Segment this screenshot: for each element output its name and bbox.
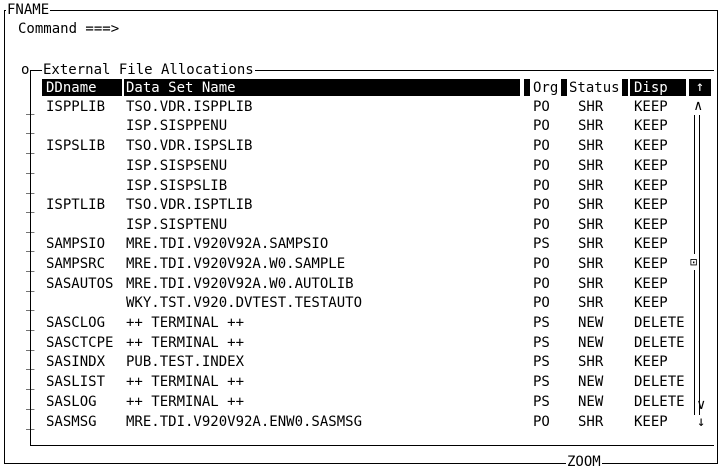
status: SHR (578, 197, 604, 213)
disp: DELETE (634, 394, 685, 410)
col-header-disp[interactable]: Disp (634, 80, 668, 96)
row-select[interactable]: _ (26, 276, 35, 292)
disp: KEEP (634, 354, 668, 370)
org: PO (533, 197, 550, 213)
org: PS (533, 315, 550, 331)
table-row[interactable] (0, 314, 700, 333)
disp: DELETE (634, 335, 685, 351)
dataset-name: MRE.TDI.V920V92A.ENW0.SASMSG (126, 414, 363, 430)
row-select[interactable]: _ (26, 295, 35, 311)
dataset-name: ISP.SISPPENU (126, 118, 228, 134)
disp: KEEP (634, 118, 668, 134)
dataset-name: ++ TERMINAL ++ (126, 335, 245, 351)
ddname: SASCTCPE (46, 335, 114, 351)
org: PO (533, 118, 550, 134)
status: SHR (578, 118, 604, 134)
dataset-name: MRE.TDI.V920V92A.W0.SAMPLE (126, 256, 346, 272)
status: SHR (578, 354, 604, 370)
org: PS (533, 374, 550, 390)
row-select[interactable]: _ (26, 217, 35, 233)
disp: KEEP (634, 217, 668, 233)
status: SHR (578, 256, 604, 272)
row-select[interactable]: _ (26, 335, 35, 351)
ddname: SASLIST (46, 374, 106, 390)
disp: KEEP (634, 197, 668, 213)
disp: KEEP (634, 99, 668, 115)
dataset-name: MRE.TDI.V920V92A.SAMPSIO (126, 236, 329, 252)
table-row[interactable] (0, 157, 700, 176)
ddname: SAMPSIO (46, 236, 106, 252)
table-row[interactable] (0, 334, 700, 353)
status: SHR (578, 236, 604, 252)
status: SHR (578, 158, 604, 174)
col-header-dsn[interactable]: Data Set Name (126, 80, 236, 96)
disp: KEEP (634, 178, 668, 194)
org: PO (533, 276, 550, 292)
table-row[interactable] (0, 373, 700, 392)
dataset-name: MRE.TDI.V920V92A.W0.AUTOLIB (126, 276, 354, 292)
ddname: SAMPSRC (46, 256, 106, 272)
scroll-thumb-icon[interactable]: ⊡ (690, 255, 698, 269)
row-select[interactable]: _ (26, 354, 35, 370)
row-select[interactable]: _ (26, 236, 35, 252)
row-select[interactable]: _ (26, 178, 35, 194)
row-select[interactable]: _ (26, 315, 35, 331)
disp: KEEP (634, 236, 668, 252)
header-divider (561, 79, 567, 96)
header-divider (122, 79, 124, 96)
dataset-name: PUB.TEST.INDEX (126, 354, 245, 370)
table-row[interactable] (0, 353, 700, 372)
column-header-bar (42, 79, 520, 96)
table-row[interactable] (0, 413, 700, 432)
ddname: ISPTLIB (46, 197, 106, 213)
status: NEW (578, 374, 604, 390)
table-row[interactable] (0, 294, 700, 313)
disp: KEEP (634, 414, 668, 430)
zoom-indicator: ZOOM (567, 454, 601, 470)
dataset-name: ++ TERMINAL ++ (126, 315, 245, 331)
status: NEW (578, 335, 604, 351)
col-header-org[interactable]: Org (533, 80, 559, 96)
org: PO (533, 158, 550, 174)
scroll-up-icon[interactable]: ∧ (694, 98, 703, 114)
status: SHR (578, 217, 604, 233)
status: SHR (578, 295, 604, 311)
org: PS (533, 335, 550, 351)
row-select[interactable]: _ (26, 256, 35, 272)
ddname: SASMSG (46, 414, 97, 430)
table-row[interactable] (0, 98, 703, 117)
dataset-name: WKY.TST.V920.DVTEST.TESTAUTO (126, 295, 363, 311)
command-label: Command ===> (18, 21, 120, 37)
org: PS (533, 236, 550, 252)
org: PS (533, 354, 550, 370)
dataset-name: ISP.SISPSENU (126, 158, 228, 174)
org: PO (533, 414, 550, 430)
ddname: ISPPLIB (46, 99, 106, 115)
table-row[interactable] (0, 216, 700, 235)
org: PO (533, 138, 550, 154)
disp: KEEP (634, 295, 668, 311)
row-select[interactable]: _ (26, 197, 35, 213)
disp: KEEP (634, 256, 668, 272)
disp: KEEP (634, 158, 668, 174)
org: PS (533, 394, 550, 410)
dataset-name: TSO.VDR.ISPPLIB (126, 99, 253, 115)
row-select[interactable]: _ (26, 374, 35, 390)
panel-selector[interactable]: o (21, 62, 30, 78)
row-select[interactable]: _ (26, 118, 35, 134)
table-row[interactable] (0, 196, 700, 215)
scroll-down-icon[interactable]: ∨ (697, 397, 706, 413)
disp: DELETE (634, 374, 685, 390)
ddname: SASAUTOS (46, 276, 114, 292)
org: PO (533, 217, 550, 233)
org: PO (533, 178, 550, 194)
scroll-top-icon[interactable]: ↑ (689, 79, 711, 96)
col-header-ddname[interactable]: DDname (46, 80, 97, 96)
row-select[interactable]: _ (26, 414, 35, 430)
dataset-name: TSO.VDR.ISPTLIB (126, 197, 253, 213)
status: NEW (578, 394, 604, 410)
ddname: SASINDX (46, 354, 106, 370)
command-input[interactable] (130, 21, 690, 37)
table-row[interactable] (0, 393, 700, 412)
status: SHR (578, 138, 604, 154)
row-select[interactable]: _ (26, 138, 35, 154)
window-title: FNAME (7, 2, 50, 18)
disp: KEEP (634, 138, 668, 154)
status: NEW (578, 315, 604, 331)
dataset-name: ISP.SISPSLIB (126, 178, 228, 194)
col-header-status[interactable]: Status (569, 80, 620, 96)
table-row[interactable] (0, 255, 700, 274)
status: SHR (578, 99, 604, 115)
table-row[interactable] (0, 137, 700, 156)
org: PO (533, 99, 550, 115)
status: SHR (578, 276, 604, 292)
table-row[interactable] (0, 177, 700, 196)
scroll-rail (699, 115, 700, 415)
row-select[interactable]: _ (26, 99, 35, 115)
ddname: SASCLOG (46, 315, 106, 331)
dataset-name: TSO.VDR.ISPSLIB (126, 138, 253, 154)
vertical-scrollbar[interactable] (689, 79, 711, 435)
org: PO (533, 295, 550, 311)
org: PO (533, 256, 550, 272)
dataset-name: ++ TERMINAL ++ (126, 374, 245, 390)
table-row[interactable] (0, 235, 700, 254)
header-divider (622, 79, 628, 96)
status: SHR (578, 414, 604, 430)
dataset-name: ISP.SISPTENU (126, 217, 228, 233)
row-select[interactable]: _ (26, 394, 35, 410)
dataset-name: ++ TERMINAL ++ (126, 394, 245, 410)
table-row[interactable] (0, 275, 700, 294)
table-row[interactable] (0, 117, 700, 136)
panel-title: External File Allocations (43, 62, 254, 78)
row-select[interactable]: _ (26, 158, 35, 174)
status: SHR (578, 178, 604, 194)
scroll-bottom-icon[interactable]: ↓ (697, 414, 706, 430)
ddname: SASLOG (46, 394, 97, 410)
header-divider (524, 79, 530, 96)
disp: KEEP (634, 276, 668, 292)
ddname: ISPSLIB (46, 138, 106, 154)
disp: DELETE (634, 315, 685, 331)
